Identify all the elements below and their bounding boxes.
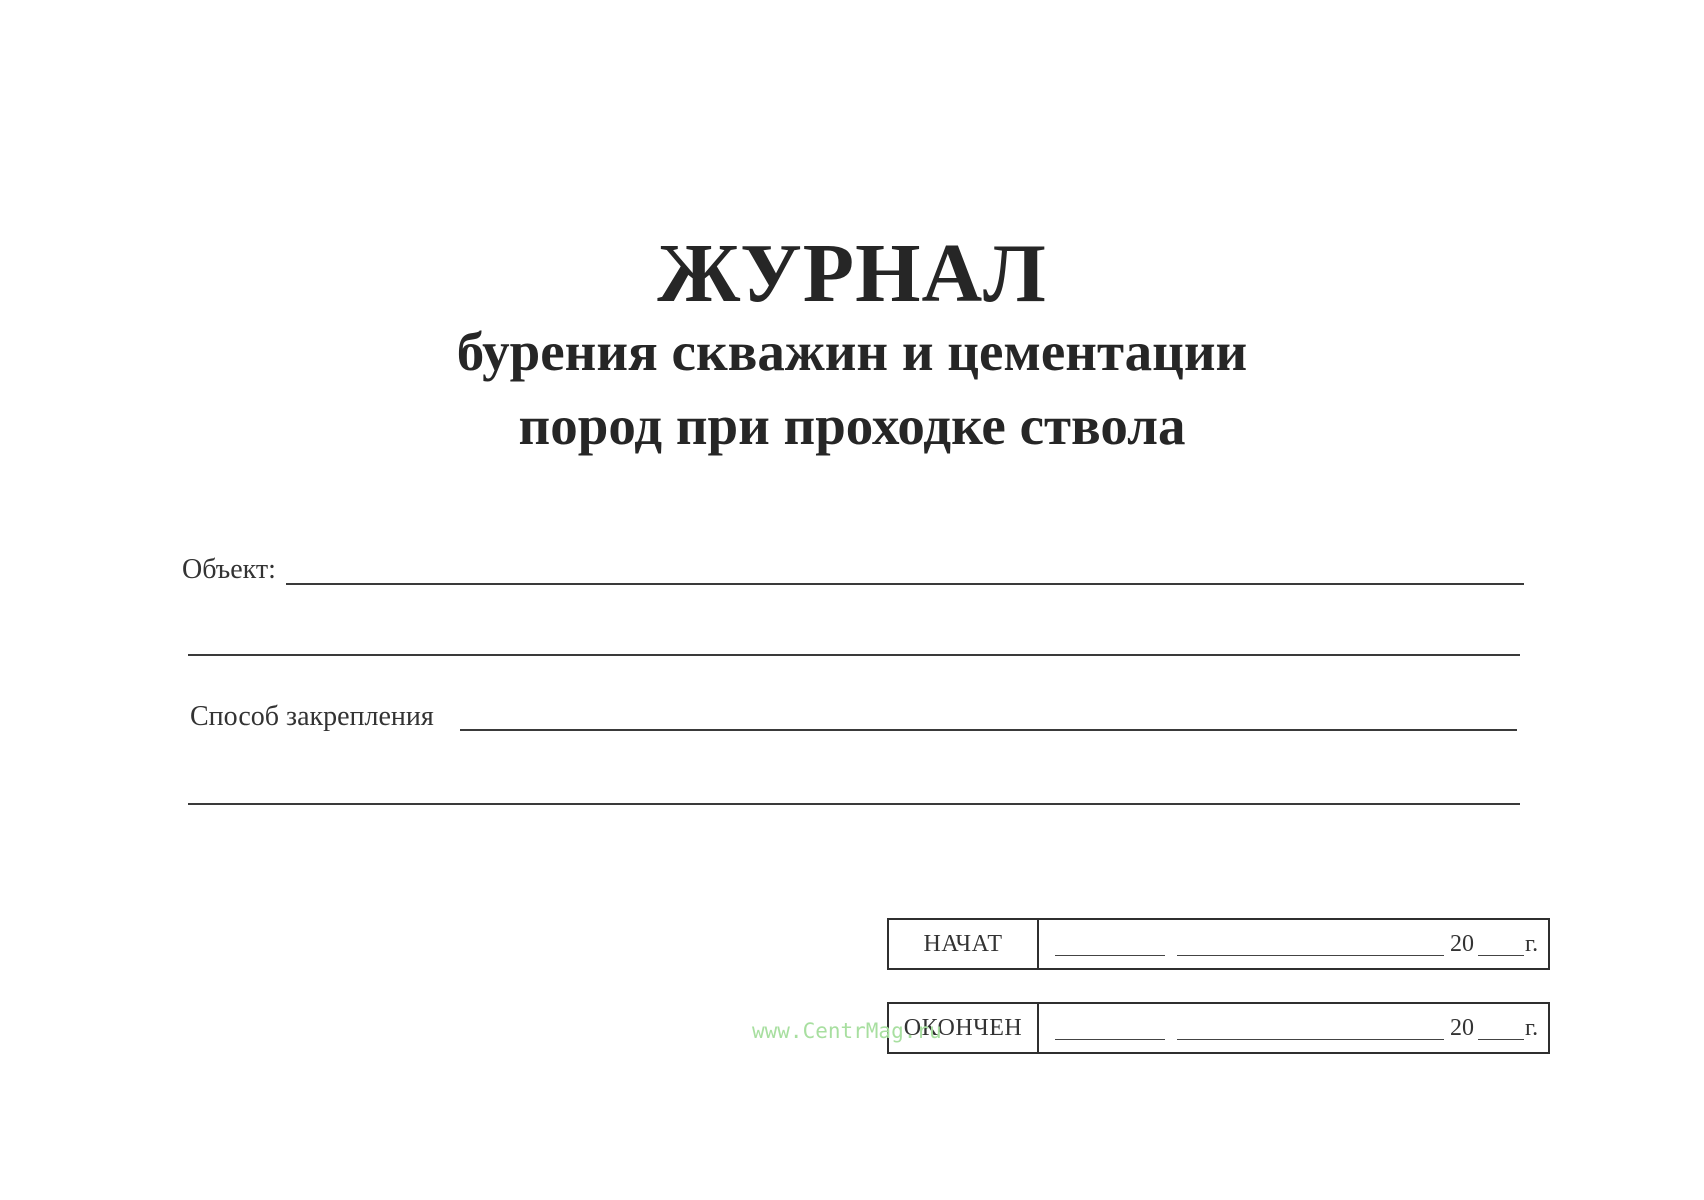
object-field-line-2[interactable] [188, 654, 1520, 656]
fastening-method-field-line[interactable] [460, 729, 1517, 731]
object-field-line[interactable] [286, 583, 1524, 585]
finished-year-suffix: г. [1525, 1015, 1539, 1041]
finished-date-box [887, 1002, 1550, 1054]
started-year-suffix: г. [1525, 931, 1539, 957]
finished-day-field[interactable] [1055, 1039, 1165, 1040]
journal-subtitle-line-2: пород при проходке ствола [518, 395, 1186, 456]
started-date-box [887, 918, 1550, 970]
finished-month-field[interactable] [1177, 1039, 1444, 1040]
started-year-prefix: 20 [1450, 931, 1474, 957]
journal-subtitle-line-1: бурения скважин и цементации [456, 321, 1248, 382]
finished-year-prefix: 20 [1450, 1015, 1474, 1041]
journal-title: ЖУРНАЛ [657, 227, 1047, 320]
watermark-text: www.CentrMag.ru [752, 1019, 942, 1043]
started-label: НАЧАТ [889, 920, 1039, 968]
object-label: Объект: [182, 554, 276, 585]
fastening-method-label: Способ закрепления [190, 701, 434, 732]
finished-year-field[interactable] [1478, 1039, 1524, 1040]
fastening-method-field-line-2[interactable] [188, 803, 1520, 805]
finished-label: ОКОНЧЕН [889, 1004, 1039, 1052]
started-day-field[interactable] [1055, 955, 1165, 956]
started-month-field[interactable] [1177, 955, 1444, 956]
started-year-field[interactable] [1478, 955, 1524, 956]
